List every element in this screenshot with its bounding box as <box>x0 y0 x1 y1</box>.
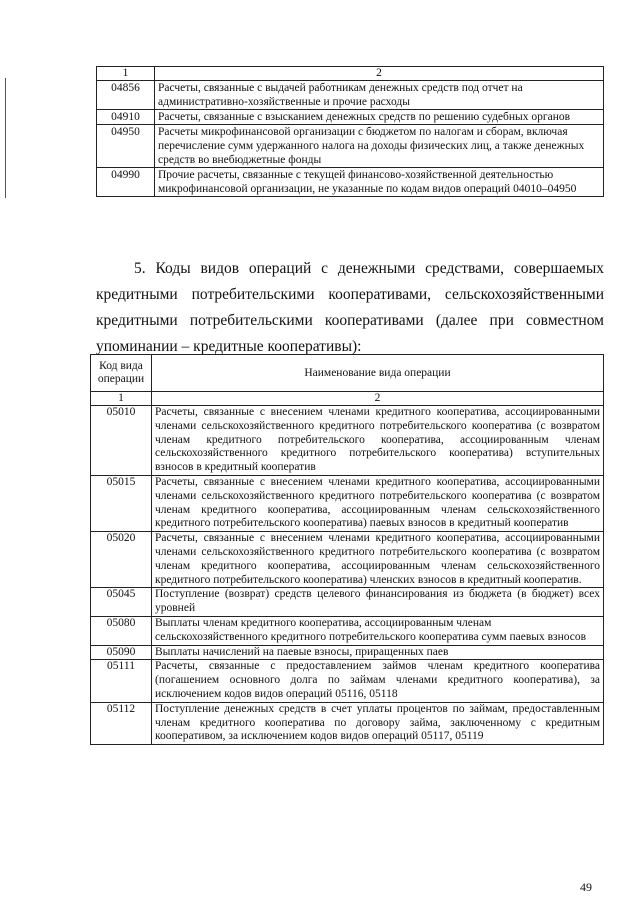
column-header-row <box>91 355 604 392</box>
operation-code: 05112 <box>91 702 152 744</box>
table-row <box>91 588 604 617</box>
operation-name: Выплаты членам кредитного кооператива, ассоциированным членам сельскохозяйственного кредитного потребительского кооператива сумм паевых взносов <box>152 616 604 645</box>
table-row <box>91 406 604 476</box>
operation-code: 05015 <box>91 475 152 531</box>
table-row <box>97 110 604 125</box>
operation-code: 05090 <box>91 645 152 660</box>
table-row <box>97 125 604 168</box>
operation-code: 04990 <box>97 168 155 197</box>
operation-name: Поступление (возврат) средств целевого финансирования из бюджета (в бюджет) всех уровней <box>152 588 604 617</box>
operation-name: Расчеты микрофинансовой организации с бюджетом по налогам и сборам, включая перечисление сумм удержанного налога на доходы физических лиц, а также денежных средств во внебюджетные фонды <box>155 125 604 168</box>
column-number-1: 1 <box>91 392 152 406</box>
section-5-text: 5. Коды видов операций с денежными средствами, совершаемых кредитными потребительскими кооперативами, сельскохозяйственными кредитными потребительскими кооперативами (далее при совместном упоминании – кредитные кооперативы): <box>96 260 604 355</box>
column-number-row <box>97 67 604 81</box>
operation-name: Выплаты начислений на паевые взносы, приращенных паев <box>152 645 604 660</box>
table-row <box>91 702 604 744</box>
operation-name: Расчеты, связанные с внесением членами кредитного кооператива, ассоциированными членами сельскохозяйственного кредитного потребительского кооператива (с возвратом членам кредитного потребительского кооператива, ассоциированным членам сельскохозяйственного кредитного потребительского кооператива) вступительных взносов в кредитный кооператив <box>152 406 604 476</box>
column-number-2: 2 <box>152 392 604 406</box>
operation-name: Расчеты, связанные с выдачей работникам денежных средств под отчет на административно-хозяйственные и прочие расходы <box>155 81 604 110</box>
operation-code: 05020 <box>91 532 152 588</box>
section-5-paragraph <box>96 256 604 360</box>
operation-name: Расчеты, связанные с взысканием денежных средств по решению судебных органов <box>155 110 604 125</box>
margin-mark <box>5 78 6 198</box>
table-row <box>91 532 604 588</box>
credit-cooperative-codes-table <box>90 354 604 745</box>
operation-code: 04910 <box>97 110 155 125</box>
operation-code: 05010 <box>91 406 152 476</box>
operation-code: 05045 <box>91 588 152 617</box>
table-row <box>91 475 604 531</box>
table-row <box>97 168 604 197</box>
operation-name: Прочие расчеты, связанные с текущей финансово-хозяйственной деятельностью микрофинансовой организации, не указанные по кодам видов операций 04010–04950 <box>155 168 604 197</box>
operation-name: Расчеты, связанные с предоставлением займов членам кредитного кооператива (погашением основного долга по займам членами кредитного кооператива), за исключением кодов видов операций 05116, 05118 <box>152 660 604 702</box>
column-header-code: Код вида операции <box>91 355 152 392</box>
page-number: 49 <box>580 880 592 894</box>
operation-name: Поступление денежных средств в счет уплаты процентов по займам, предоставленным членам кредитного кооператива по договору займа, заключенному с кредитным кооперативом, за исключением кодов видов операций 05117, 05119 <box>152 702 604 744</box>
column-header-name: Наименование вида операции <box>152 355 604 392</box>
operation-code: 05080 <box>91 616 152 645</box>
table-row <box>91 645 604 660</box>
codes-table-continued <box>96 66 604 197</box>
column-number-2: 2 <box>155 67 604 81</box>
column-number-row <box>91 392 604 406</box>
operation-code: 05111 <box>91 660 152 702</box>
table-row <box>97 81 604 110</box>
operation-code: 04950 <box>97 125 155 168</box>
table-row <box>91 616 604 645</box>
operation-name: Расчеты, связанные с внесением членами кредитного кооператива, ассоциированными членами сельскохозяйственного кредитного потребительского кооператива (с возвратом членам кредитного кооператива, ассоциированным членам сельскохозяйственного кредитного потребительского кооператива) паевых взносов в кредитный кооператив <box>152 475 604 531</box>
operation-name: Расчеты, связанные с внесением членами кредитного кооператива, ассоциированными членами сельскохозяйственного кредитного потребительского кооператива (с возвратом членам кредитного кооператива, ассоциированным членам сельскохозяйственного кредитного потребительского кооператива) членских взносов в кредитный кооператив. <box>152 532 604 588</box>
operation-code: 04856 <box>97 81 155 110</box>
table-row <box>91 660 604 702</box>
column-number-1: 1 <box>97 67 155 81</box>
